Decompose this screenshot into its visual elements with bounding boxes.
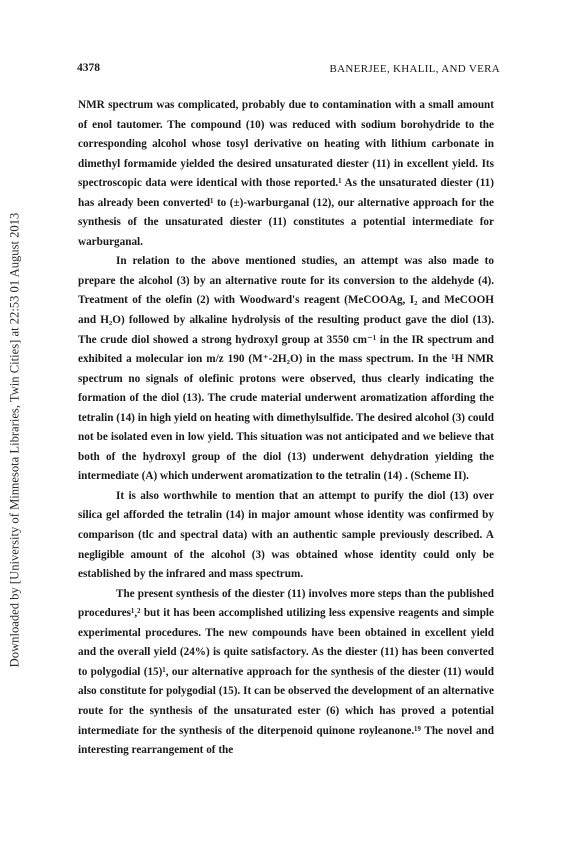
download-watermark	[3, 170, 27, 710]
download-watermark-text: Downloaded by [University of Minnesota Libraries, Twin Cities] at 22:53 01 August 2013	[7, 212, 22, 668]
paragraph: NMR spectrum was complicated, probably due to contamination with a small amount of enol tautomer. The compound (10) was reduced with sodium borohydride to the corresponding alcohol whose tosyl derivative on heating with lithium carbonate in dimethyl formamide yielded the desired unsaturated diester (11) in excellent yield. Its spectroscopic data were identical with those reported.¹ As the unsaturated diester (11) has already been converted¹ to (±)-warburganal (12), our alternative approach for the synthesis of the unsaturated diester (11) constitutes a potential intermediate for warburganal.	[78, 99, 494, 248]
article-body	[78, 96, 494, 761]
paragraph: It is also worthwhile to mention that an attempt to purify the diol (13) over silica gel afforded the tetralin (14) in major amount whose identity was confirmed by comparison (tlc and spectral data) with an authentic sample previously described. A negligible amount of the alcohol (3) was obtained whose identity could only be established by the infrared and mass spectrum.	[78, 489, 494, 581]
running-head: BANERJEE, KHALIL, AND VERA	[329, 63, 500, 75]
paragraph: In relation to the above mentioned studies, an attempt was also made to prepare the alcohol (3) by an alternative route for its conversion to the aldehyde (4). Treatment of the olefin (2) with Woodward's reagent (MeCOOAg, I₂ and MeCOOH and H₂O) followed by alkaline hydrolysis of the resulting product gave the diol (13). The crude diol showed a strong hydroxyl group at 3550 cm⁻¹ in the IR spectrum and exhibited a molecular ion m/z 190 (M⁺-2H₂O) in the mass spectrum. In the ¹H NMR spectrum no signals of olefinic protons were observed, thus clearly indicating the formation of the diol (13). The crude material underwent aromatization affording the tetralin (14) in high yield on heating with dimethylsulfide. The desired alcohol (3) could not be isolated even in low yield. This situation was not anticipated and we believe that both of the hydroxyl group of the diol (13) underwent dehydration yielding the intermediate (A) which underwent aromatization to the tetralin (14) . (Scheme II).	[78, 255, 494, 483]
page-number: 4378	[77, 62, 100, 74]
paragraph: The present synthesis of the diester (11) involves more steps than the published procedures¹,² but it has been accomplished utilizing less expensive reagents and simple experimental procedures. The new compounds have been obtained in excellent yield and the overall yield (24%) is quite satisfactory. As the diester (11) has been converted to polygodial (15)¹, our alternative approach for the synthesis of the diester (11) would also constitute for polygodial (15). It can be observed the development of an alternative route for the synthesis of the unsaturated ester (6) which has proved a potential intermediate for the synthesis of the diterpenoid quinone royleanone.¹⁹ The novel and interesting rearrangement of the	[78, 587, 494, 757]
